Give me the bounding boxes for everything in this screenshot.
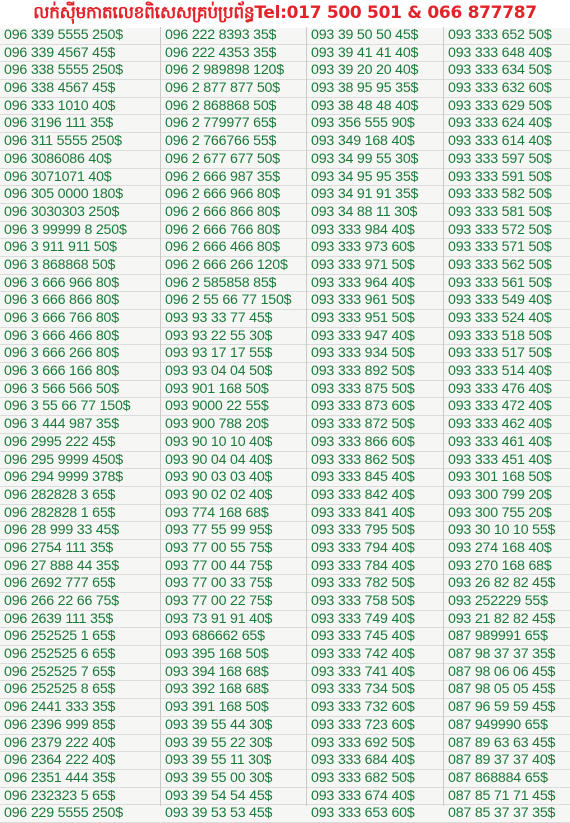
- header-title: លក់ស៊ីមកាតលេខពិសេសគ្រប់ប្រព័ន្ធTel:017 500 501 & 066 877787: [33, 2, 537, 23]
- number-entry: 093 333 517 50$: [444, 345, 570, 363]
- number-entry: 093 333 749 40$: [307, 611, 444, 629]
- number-entry: 096 3 99999 8 250$: [0, 222, 160, 240]
- number-entry: 093 333 842 40$: [307, 487, 444, 505]
- number-entry: 093 349 168 40$: [307, 133, 444, 151]
- number-entry: 093 333 518 50$: [444, 328, 570, 346]
- number-entry: 093 333 451 40$: [444, 452, 570, 470]
- number-entry: 096 2 666 266 120$: [161, 257, 307, 275]
- number-entry: 093 39 55 44 30$: [161, 717, 307, 735]
- number-entry: 096 266 22 66 75$: [0, 593, 160, 611]
- number-entry: 096 339 4567 45$: [0, 45, 160, 63]
- number-entry: 093 333 648 40$: [444, 45, 570, 63]
- number-entry: 093 333 758 50$: [307, 593, 444, 611]
- number-entry: 096 3 55 66 77 150$: [0, 398, 160, 416]
- number-entry: 093 77 55 99 95$: [161, 522, 307, 540]
- number-entry: 096 2 585858 85$: [161, 275, 307, 293]
- number-entry: 096 252525 8 65$: [0, 681, 160, 699]
- number-entry: 093 333 476 40$: [444, 381, 570, 399]
- number-entry: 093 39 50 50 45$: [307, 27, 444, 45]
- number-entry: 093 333 732 60$: [307, 699, 444, 717]
- number-entry: 093 333 549 40$: [444, 292, 570, 310]
- number-entry: 096 3086086 40$: [0, 151, 160, 169]
- number-entry: 093 333 561 50$: [444, 275, 570, 293]
- number-entry: 096 333 1010 40$: [0, 98, 160, 116]
- number-entry: 096 222 4353 35$: [161, 45, 307, 63]
- number-entry: 093 333 742 40$: [307, 646, 444, 664]
- number-entry: 093 38 95 95 35$: [307, 80, 444, 98]
- number-entry: 093 333 674 40$: [307, 788, 444, 806]
- phone-number-grid: [0, 27, 570, 822]
- number-entry: 093 34 88 11 30$: [307, 204, 444, 222]
- number-entry: 093 333 795 50$: [307, 522, 444, 540]
- number-entry: 093 333 973 60$: [307, 239, 444, 257]
- number-entry: 093 274 168 40$: [444, 540, 570, 558]
- number-entry: 087 85 71 71 45$: [444, 788, 570, 806]
- number-entry: 093 39 20 20 40$: [307, 62, 444, 80]
- number-entry: 093 39 53 53 45$: [161, 805, 307, 823]
- number-entry: 093 391 168 50$: [161, 699, 307, 717]
- number-entry: 093 333 723 60$: [307, 717, 444, 735]
- number-entry: 096 311 5555 250$: [0, 133, 160, 151]
- number-entry: 093 34 91 91 35$: [307, 186, 444, 204]
- number-entry: 093 774 168 68$: [161, 505, 307, 523]
- number-entry: 093 333 784 40$: [307, 558, 444, 576]
- number-entry: 093 77 00 33 75$: [161, 575, 307, 593]
- number-entry: 093 333 462 40$: [444, 416, 570, 434]
- number-entry: 093 333 782 50$: [307, 575, 444, 593]
- number-entry: 093 333 971 50$: [307, 257, 444, 275]
- number-entry: 093 333 614 40$: [444, 133, 570, 151]
- number-entry: 087 85 37 37 35$: [444, 805, 570, 823]
- number-entry: 093 333 734 50$: [307, 681, 444, 699]
- number-entry: 093 39 55 00 30$: [161, 770, 307, 788]
- number-entry: 096 3071071 40$: [0, 169, 160, 187]
- number-entry: 093 333 514 40$: [444, 363, 570, 381]
- number-entry: 093 34 99 55 30$: [307, 151, 444, 169]
- number-entry: 096 2639 111 35$: [0, 611, 160, 629]
- number-entry: 096 2692 777 65$: [0, 575, 160, 593]
- number-entry: 093 38 48 48 40$: [307, 98, 444, 116]
- number-entry: 093 686662 65$: [161, 628, 307, 646]
- number-entry: 096 2754 111 35$: [0, 540, 160, 558]
- number-entry: 093 30 10 10 55$: [444, 522, 570, 540]
- number-entry: 093 39 55 11 30$: [161, 752, 307, 770]
- number-entry: 096 2 55 66 77 150$: [161, 292, 307, 310]
- number-entry: 096 2 666 966 80$: [161, 186, 307, 204]
- number-entry: 096 339 5555 250$: [0, 27, 160, 45]
- number-entry: 096 3196 111 35$: [0, 115, 160, 133]
- number-entry: 087 949990 65$: [444, 717, 570, 735]
- number-entry: 093 300 799 20$: [444, 487, 570, 505]
- number-entry: 093 90 04 04 40$: [161, 452, 307, 470]
- number-entry: 093 333 624 40$: [444, 115, 570, 133]
- number-entry: 087 98 37 37 35$: [444, 646, 570, 664]
- number-entry: 096 2364 222 40$: [0, 752, 160, 770]
- number-entry: 093 333 684 40$: [307, 752, 444, 770]
- number-entry: 096 2 766766 55$: [161, 133, 307, 151]
- number-entry: 093 333 841 40$: [307, 505, 444, 523]
- number-entry: 093 333 892 50$: [307, 363, 444, 381]
- number-entry: 096 295 9999 450$: [0, 452, 160, 470]
- number-entry: 087 89 63 63 45$: [444, 735, 570, 753]
- number-entry: 093 93 22 55 30$: [161, 328, 307, 346]
- number-entry: 093 252229 55$: [444, 593, 570, 611]
- number-entry: 093 333 947 40$: [307, 328, 444, 346]
- number-entry: 087 868884 65$: [444, 770, 570, 788]
- number-entry: 093 77 00 22 75$: [161, 593, 307, 611]
- number-column-2: [160, 27, 307, 822]
- number-entry: 093 333 632 60$: [444, 80, 570, 98]
- number-entry: 093 93 17 17 55$: [161, 345, 307, 363]
- number-entry: 093 39 54 54 45$: [161, 788, 307, 806]
- number-entry: 093 333 866 60$: [307, 434, 444, 452]
- number-entry: 093 21 82 82 45$: [444, 611, 570, 629]
- number-entry: 093 333 524 40$: [444, 310, 570, 328]
- number-entry: 096 2 666 466 80$: [161, 239, 307, 257]
- number-entry: 096 2 868868 50$: [161, 98, 307, 116]
- number-entry: 093 392 168 68$: [161, 681, 307, 699]
- number-entry: 093 333 571 50$: [444, 239, 570, 257]
- number-entry: 096 3 566 566 50$: [0, 381, 160, 399]
- number-entry: 093 333 741 40$: [307, 664, 444, 682]
- number-entry: 093 90 10 10 40$: [161, 434, 307, 452]
- number-entry: 093 333 794 40$: [307, 540, 444, 558]
- number-entry: 096 3 666 766 80$: [0, 310, 160, 328]
- number-entry: 096 2 779977 65$: [161, 115, 307, 133]
- number-entry: 093 77 00 44 75$: [161, 558, 307, 576]
- number-entry: 096 3 666 166 80$: [0, 363, 160, 381]
- number-column-4: [443, 27, 570, 822]
- number-entry: 096 2 989898 120$: [161, 62, 307, 80]
- number-entry: 093 333 572 50$: [444, 222, 570, 240]
- number-entry: 096 3 868868 50$: [0, 257, 160, 275]
- number-entry: 087 89 37 37 40$: [444, 752, 570, 770]
- number-entry: 093 333 984 40$: [307, 222, 444, 240]
- number-entry: 096 3 444 987 35$: [0, 416, 160, 434]
- number-entry: 093 90 02 02 40$: [161, 487, 307, 505]
- number-entry: 093 333 591 50$: [444, 169, 570, 187]
- number-entry: 096 2995 222 45$: [0, 434, 160, 452]
- number-entry: 096 252525 1 65$: [0, 628, 160, 646]
- number-entry: 093 333 745 40$: [307, 628, 444, 646]
- number-entry: 096 27 888 44 35$: [0, 558, 160, 576]
- number-entry: 093 93 04 04 50$: [161, 363, 307, 381]
- number-entry: 093 333 875 50$: [307, 381, 444, 399]
- number-entry: 093 356 555 90$: [307, 115, 444, 133]
- number-entry: 093 333 461 40$: [444, 434, 570, 452]
- number-entry: 096 338 5555 250$: [0, 62, 160, 80]
- number-entry: 087 96 59 59 45$: [444, 699, 570, 717]
- number-entry: 093 333 653 60$: [307, 805, 444, 823]
- number-entry: 093 333 862 50$: [307, 452, 444, 470]
- number-entry: 093 34 95 95 35$: [307, 169, 444, 187]
- number-entry: 093 333 472 40$: [444, 398, 570, 416]
- number-entry: 096 222 8393 35$: [161, 27, 307, 45]
- number-entry: 093 394 168 68$: [161, 664, 307, 682]
- number-entry: 093 333 634 50$: [444, 62, 570, 80]
- number-entry: 096 3 666 866 80$: [0, 292, 160, 310]
- number-entry: 093 333 873 60$: [307, 398, 444, 416]
- number-entry: 096 252525 7 65$: [0, 664, 160, 682]
- number-entry: 093 333 629 50$: [444, 98, 570, 116]
- number-entry: 096 2 666 866 80$: [161, 204, 307, 222]
- number-entry: 087 98 06 06 45$: [444, 664, 570, 682]
- number-entry: 093 300 755 20$: [444, 505, 570, 523]
- number-entry: 093 270 168 68$: [444, 558, 570, 576]
- number-entry: 093 900 788 20$: [161, 416, 307, 434]
- number-entry: 093 333 652 50$: [444, 27, 570, 45]
- number-entry: 096 3030303 250$: [0, 204, 160, 222]
- number-entry: 096 3 666 266 80$: [0, 345, 160, 363]
- number-entry: 096 28 999 33 45$: [0, 522, 160, 540]
- number-entry: 093 333 581 50$: [444, 204, 570, 222]
- number-entry: 093 9000 22 55$: [161, 398, 307, 416]
- number-entry: 093 395 168 50$: [161, 646, 307, 664]
- number-entry: 093 26 82 82 45$: [444, 575, 570, 593]
- number-entry: 096 294 9999 378$: [0, 469, 160, 487]
- number-entry: 093 333 964 40$: [307, 275, 444, 293]
- number-entry: 093 333 961 50$: [307, 292, 444, 310]
- number-entry: 096 338 4567 45$: [0, 80, 160, 98]
- number-entry: 093 333 582 50$: [444, 186, 570, 204]
- number-entry: 087 989991 65$: [444, 628, 570, 646]
- number-column-3: [306, 27, 444, 822]
- number-entry: 096 2351 444 35$: [0, 770, 160, 788]
- number-entry: 096 2396 999 85$: [0, 717, 160, 735]
- number-entry: 093 90 03 03 40$: [161, 469, 307, 487]
- number-entry: 093 39 55 22 30$: [161, 735, 307, 753]
- number-entry: 096 2 677 677 50$: [161, 151, 307, 169]
- number-entry: 093 901 168 50$: [161, 381, 307, 399]
- number-entry: 096 3 666 466 80$: [0, 328, 160, 346]
- number-entry: 096 252525 6 65$: [0, 646, 160, 664]
- number-entry: 096 229 5555 250$: [0, 805, 160, 823]
- number-entry: 096 2379 222 40$: [0, 735, 160, 753]
- number-column-1: [0, 27, 160, 822]
- number-entry: 093 301 168 50$: [444, 469, 570, 487]
- number-entry: 096 3 911 911 50$: [0, 239, 160, 257]
- number-entry: 093 333 682 50$: [307, 770, 444, 788]
- number-entry: 096 232323 5 65$: [0, 788, 160, 806]
- number-entry: 093 333 845 40$: [307, 469, 444, 487]
- header-banner: [0, 0, 570, 28]
- number-entry: 093 333 951 50$: [307, 310, 444, 328]
- number-entry: 096 2441 333 35$: [0, 699, 160, 717]
- number-entry: 093 333 934 50$: [307, 345, 444, 363]
- number-entry: 096 2 666 987 35$: [161, 169, 307, 187]
- number-entry: 096 282828 1 65$: [0, 505, 160, 523]
- number-entry: 093 333 692 50$: [307, 735, 444, 753]
- number-entry: 096 282828 3 65$: [0, 487, 160, 505]
- number-entry: 096 2 666 766 80$: [161, 222, 307, 240]
- number-entry: 093 73 91 91 40$: [161, 611, 307, 629]
- number-entry: 096 3 666 966 80$: [0, 275, 160, 293]
- number-entry: 093 39 41 41 40$: [307, 45, 444, 63]
- number-entry: 093 93 33 77 45$: [161, 310, 307, 328]
- number-entry: 093 333 872 50$: [307, 416, 444, 434]
- number-entry: 093 77 00 55 75$: [161, 540, 307, 558]
- number-entry: 096 2 877 877 50$: [161, 80, 307, 98]
- number-entry: 093 333 562 50$: [444, 257, 570, 275]
- number-entry: 093 333 597 50$: [444, 151, 570, 169]
- number-entry: 087 98 05 05 45$: [444, 681, 570, 699]
- number-entry: 096 305 0000 180$: [0, 186, 160, 204]
